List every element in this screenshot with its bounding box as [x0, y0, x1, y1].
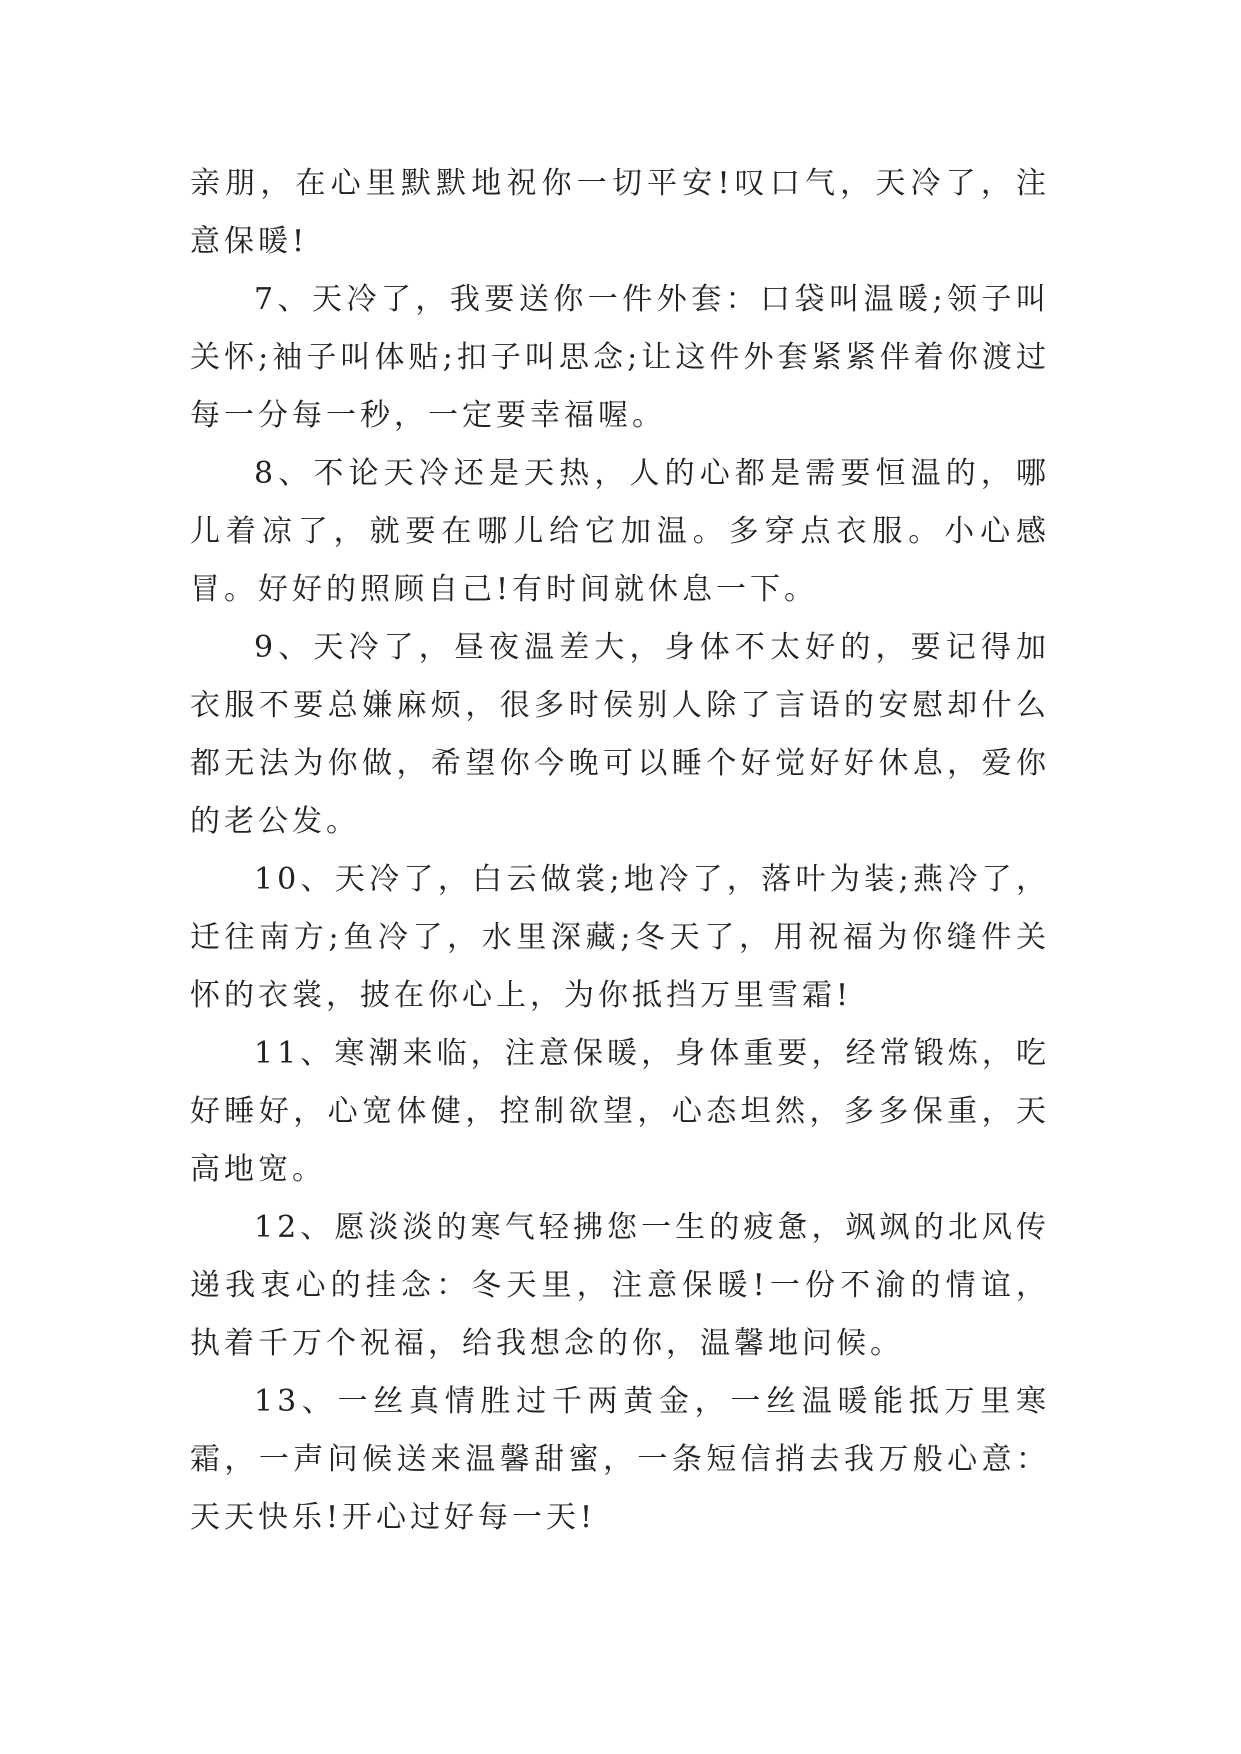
paragraph-8: 8、不论天冷还是天热，人的心都是需要恒温的，哪儿着凉了，就要在哪儿给它加温。多穿点衣服。小心感冒。好好的照顾自己!有时间就休息一下。	[190, 456, 1050, 607]
paragraph-11: 11、寒潮来临，注意保暖，身体重要，经常锻炼，吃好睡好，心宽体健，控制欲望，心态坦然，多多保重，天高地宽。	[190, 1036, 1050, 1187]
document-body	[190, 155, 1050, 1547]
paragraph-9: 9、天冷了，昼夜温差大，身体不太好的，要记得加衣服不要总嫌麻烦，很多时侯别人除了言语的安慰却什么都无法为你做，希望你今晚可以睡个好觉好好休息，爱你的老公发。	[190, 630, 1050, 839]
paragraph-continued: 亲朋，在心里默默地祝你一切平安!叹口气，天冷了，注意保暖!	[190, 166, 1050, 259]
paragraph-10: 10、天冷了，白云做裳;地冷了，落叶为装;燕冷了，迁往南方;鱼冷了，水里深藏;冬天了，用祝福为你缝件关怀的衣裳，披在你心上，为你抵挡万里雪霜!	[190, 862, 1050, 1013]
paragraph-13: 13、一丝真情胜过千两黄金，一丝温暖能抵万里寒霜，一声问候送来温馨甜蜜，一条短信捎去我万般心意：天天快乐!开心过好每一天!	[190, 1384, 1050, 1535]
paragraph-12: 12、愿淡淡的寒气轻拂您一生的疲惫，飒飒的北风传递我衷心的挂念：冬天里，注意保暖!一份不渝的情谊，执着千万个祝福，给我想念的你，温馨地问候。	[190, 1210, 1050, 1361]
paragraph-7: 7、天冷了，我要送你一件外套：口袋叫温暖;领子叫关怀;袖子叫体贴;扣子叫思念;让这件外套紧紧伴着你渡过每一分每一秒，一定要幸福喔。	[190, 282, 1050, 433]
